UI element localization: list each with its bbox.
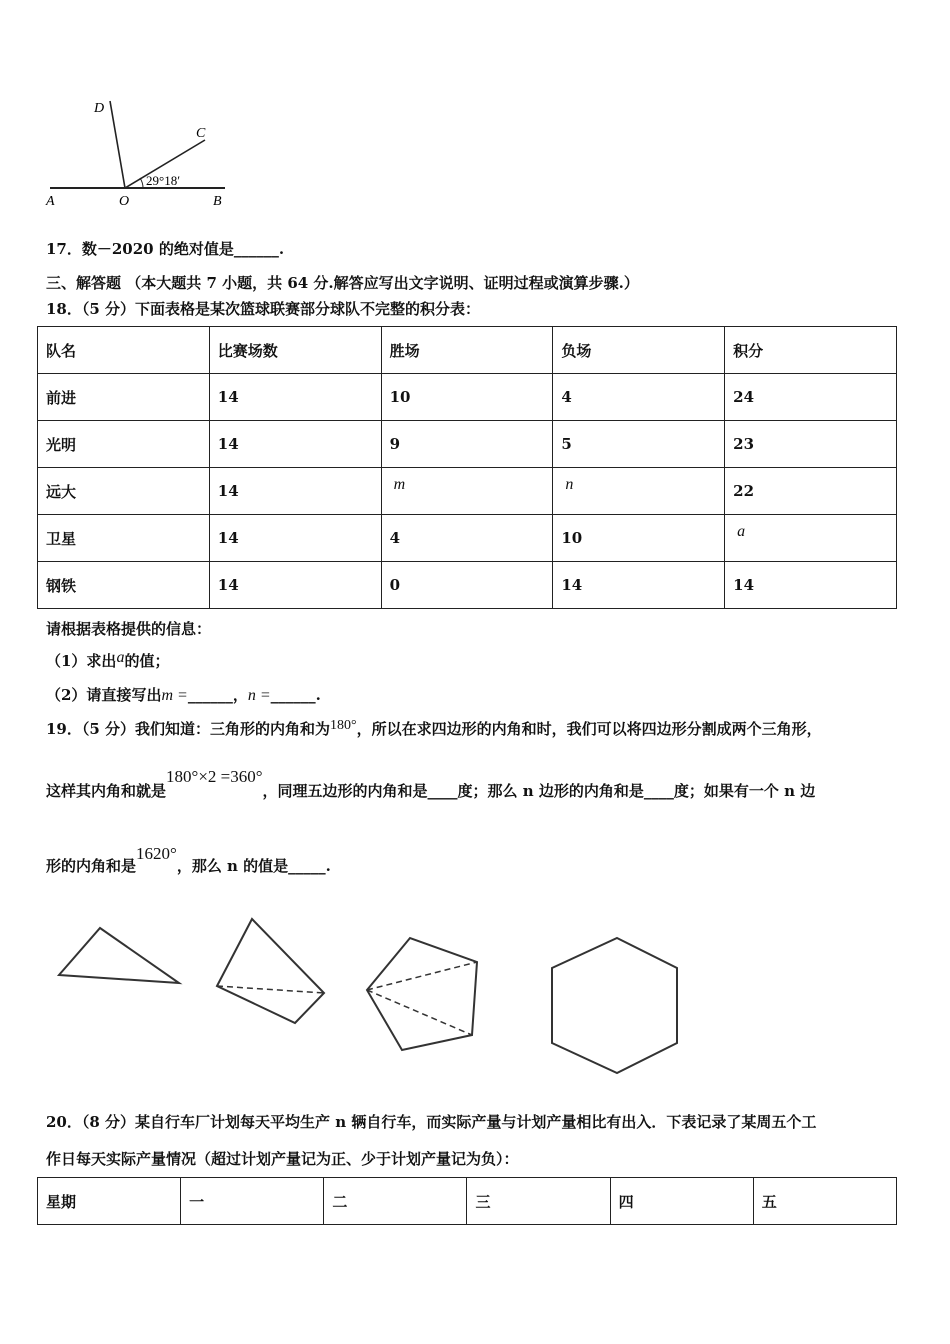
quadrilateral: [217, 919, 324, 1023]
text: ，所以在求四边形的内角和时，我们可以将四边形分割成两个三角形，: [356, 720, 822, 738]
table-cell: 24: [725, 374, 897, 421]
question-18-intro: 18．（5 分）下面表格是某次篮球联赛部分球队不完整的积分表：: [46, 300, 481, 318]
table-cell: 0: [381, 562, 553, 609]
pentagon-diagonal-1: [367, 962, 477, 990]
header-cell: 星期: [38, 1178, 181, 1225]
polygon-figures: [40, 895, 740, 1085]
hexagon: [552, 938, 677, 1073]
pentagon-diagonal-2: [367, 990, 472, 1035]
table-cell: 22: [725, 468, 897, 515]
table-cell: 钢铁: [38, 562, 210, 609]
table-cell-variable: a: [725, 515, 897, 562]
table-header-row: [38, 1178, 897, 1225]
table-row: [38, 421, 897, 468]
text: （2）请直接写出: [46, 686, 162, 704]
math: 180°×2 =360°: [166, 767, 263, 786]
text: ，那么 n 的值是_____.: [176, 857, 331, 875]
header-cell: 四: [610, 1178, 753, 1225]
table-cell: 5: [553, 421, 725, 468]
math: 180°: [330, 718, 357, 733]
label-d: D: [94, 101, 105, 116]
text: （1）求出: [46, 652, 117, 670]
table-row: [38, 374, 897, 421]
quadrilateral-diagonal: [217, 986, 324, 993]
blank: ______，: [187, 686, 248, 704]
table-cell-variable: n: [553, 468, 725, 515]
header-cell: 比赛场数: [209, 327, 381, 374]
math: 1620°: [136, 844, 177, 863]
question-19-line-2: [46, 767, 816, 801]
label-o: O: [119, 194, 130, 209]
text: 的值；: [124, 652, 170, 670]
label-b: B: [213, 194, 222, 209]
angle-figure: [40, 95, 240, 215]
table-cell: 14: [209, 421, 381, 468]
header-cell: 负场: [553, 327, 725, 374]
section-3-heading: 三、解答题 （本大题共 7 小题，共 64 分.解答应写出文字说明、证明过程或演算步骤.）: [46, 274, 639, 292]
label-a: A: [46, 194, 55, 209]
table-cell: 14: [209, 562, 381, 609]
table-cell: 远大: [38, 468, 210, 515]
text: 这样其内角和就是: [46, 782, 167, 800]
table-cell: 4: [553, 374, 725, 421]
table-cell: 10: [553, 515, 725, 562]
table-cell: 14: [209, 468, 381, 515]
score-table: [37, 326, 897, 609]
table-cell: 14: [553, 562, 725, 609]
blank: ______.: [270, 686, 321, 704]
header-cell: 一: [181, 1178, 324, 1225]
table-cell: 卫星: [38, 515, 210, 562]
table-cell: 9: [381, 421, 553, 468]
table-header-row: [38, 327, 897, 374]
angle-arc: [140, 178, 143, 188]
pentagon: [367, 938, 477, 1050]
question-18-part-1: [46, 650, 169, 671]
text: 形的内角和是: [46, 857, 137, 875]
table-cell: 光明: [38, 421, 210, 468]
table-row: [38, 562, 897, 609]
table-cell: 14: [209, 515, 381, 562]
triangle: [59, 928, 179, 983]
table-cell: 14: [725, 562, 897, 609]
header-cell: 积分: [725, 327, 897, 374]
text: ，同理五边形的内角和是____度；那么 n 边形的内角和是____度；如果有一个 n 边: [262, 782, 816, 800]
label-c: C: [196, 126, 206, 141]
math-var: m =: [161, 687, 188, 704]
table-cell: 14: [209, 374, 381, 421]
question-20-line-2: 作日每天实际产量情况（超过计划产量记为正、少于计划产量记为负）：: [46, 1150, 519, 1168]
header-cell: 胜场: [381, 327, 553, 374]
table-cell: 23: [725, 421, 897, 468]
math-var: a: [116, 649, 125, 666]
text: 19．（5 分）我们知道：三角形的内角和为: [46, 720, 331, 738]
header-cell: 二: [324, 1178, 467, 1225]
question-19-line-1: [46, 718, 822, 739]
table-cell-variable: m: [381, 468, 553, 515]
angle-value: 29°18′: [146, 173, 181, 188]
question-18-part-2: [46, 684, 321, 705]
header-cell: 队名: [38, 327, 210, 374]
production-table: [37, 1177, 897, 1225]
ray-od: [110, 101, 125, 188]
question-17: 17．数－2020 的绝对值是______.: [46, 240, 285, 258]
question-20-line-1: 20．（8 分）某自行车厂计划每天平均生产 n 辆自行车，而实际产量与计划产量相比有出入．下表记录了某周五个工: [46, 1113, 817, 1131]
table-cell: 4: [381, 515, 553, 562]
table-cell: 10: [381, 374, 553, 421]
question-18-after: 请根据表格提供的信息：: [46, 620, 212, 638]
table-row: [38, 468, 897, 515]
header-cell: 五: [753, 1178, 896, 1225]
question-19-line-3: [46, 844, 331, 876]
header-cell: 三: [467, 1178, 610, 1225]
math-var: n =: [247, 687, 271, 704]
table-row: [38, 515, 897, 562]
table-cell: 前进: [38, 374, 210, 421]
